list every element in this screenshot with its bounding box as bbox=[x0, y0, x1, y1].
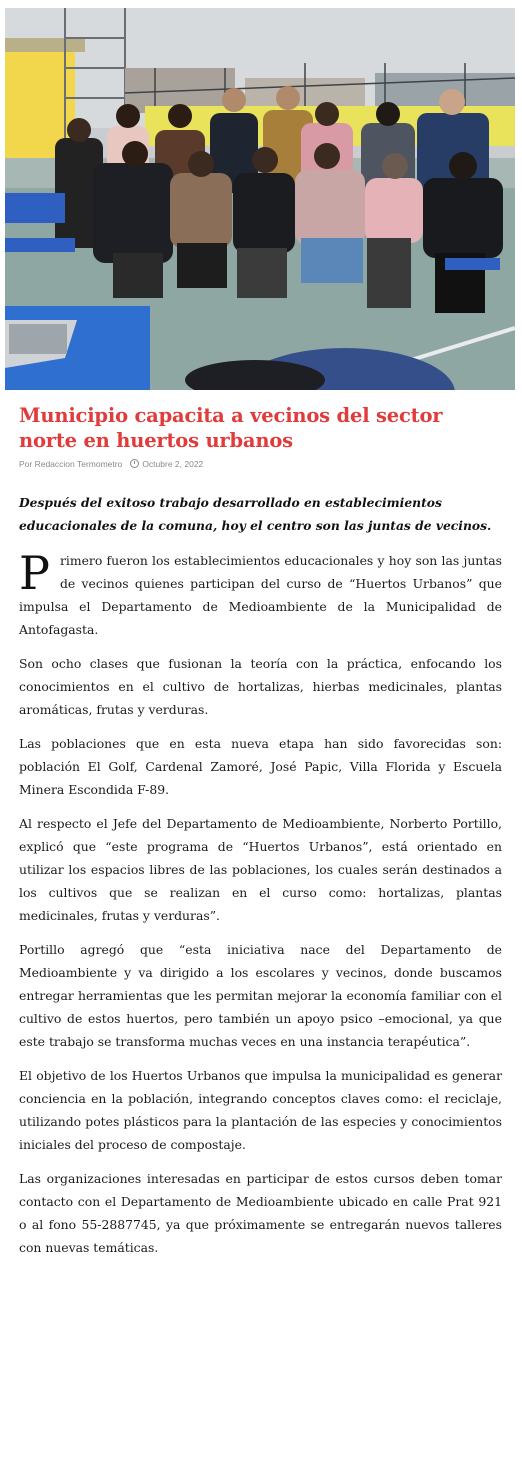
article-title[interactable]: Municipio capacita a vecinos del sector norte en huertos urbanos bbox=[19, 404, 443, 452]
paragraph-4: Al respecto el Jefe del Departamento de Medioambiente, Norberto Portillo, explicó que “este programa de “Huertos Urbanos”, está orientado en utilizar los espacios libres de las poblaciones, los cuales serán destinados a los cultivos que se realizan en el curso como: hortalizas, plantas medicinales, frutas y verduras”. bbox=[19, 816, 502, 923]
dropcap: P bbox=[19, 546, 50, 600]
article-lead: Después del exitoso trabajo desarrollado en establecimientos educacionales de la comuna, hoy el centro son las juntas de vecinos. bbox=[19, 495, 492, 533]
article-photo bbox=[5, 8, 515, 390]
author-byline[interactable]: Por Redaccion Termometro bbox=[19, 459, 123, 469]
paragraph-6: El objetivo de los Huertos Urbanos que impulsa la municipalidad es generar conciencia en la población, integrando conceptos claves como: el reciclaje, utilizando potes plásticos para la plantación de las especies y conocimientos iniciales del proceso de compostaje. bbox=[19, 1068, 502, 1152]
article-meta bbox=[19, 459, 502, 469]
publish-date: Octubre 2, 2022 bbox=[142, 459, 204, 469]
paragraph-5: Portillo agregó que “esta iniciativa nace del Departamento de Medioambiente y va dirigido a los escolares y vecinos, donde buscamos entregar herramientas que les permitan mejorar la economía familiar con el cultivo de estos huertos, pero también un apoyo psico –emocional, ya que este trabajo se transforma muchas veces en una instancia terapéutica”. bbox=[19, 942, 502, 1049]
group-photo-illustration bbox=[5, 8, 515, 390]
article bbox=[19, 403, 502, 1270]
clock-icon bbox=[130, 459, 139, 468]
paragraph-1 bbox=[19, 546, 502, 641]
paragraph-7: Las organizaciones interesadas en participar de estos cursos deben tomar contacto con el Departamento de Medioambiente ubicado en calle Prat 921 o al fono 55-2887745, ya que próximamente se entregarán nuevos talleres con nuevas temáticas. bbox=[19, 1171, 502, 1255]
article-body bbox=[19, 546, 502, 1259]
paragraph-2: Son ocho clases que fusionan la teoría con la práctica, enfocando los conocimientos en el cultivo de hortalizas, hierbas medicinales, plantas aromáticas, frutas y verduras. bbox=[19, 656, 502, 717]
paragraph-1-text: rimero fueron los establecimientos educacionales y hoy son las juntas de vecinos quienes participan del curso de “Huertos Urbanos” que impulsa el Departamento de Medioambiente de la Municipalidad de Antofagasta. bbox=[19, 553, 502, 637]
date-wrapper bbox=[130, 459, 203, 469]
paragraph-3: Las poblaciones que en esta nueva etapa han sido favorecidas son: población El Golf, Cardenal Zamoré, José Papic, Villa Florida y Escuela Minera Escondida F-89. bbox=[19, 736, 502, 797]
